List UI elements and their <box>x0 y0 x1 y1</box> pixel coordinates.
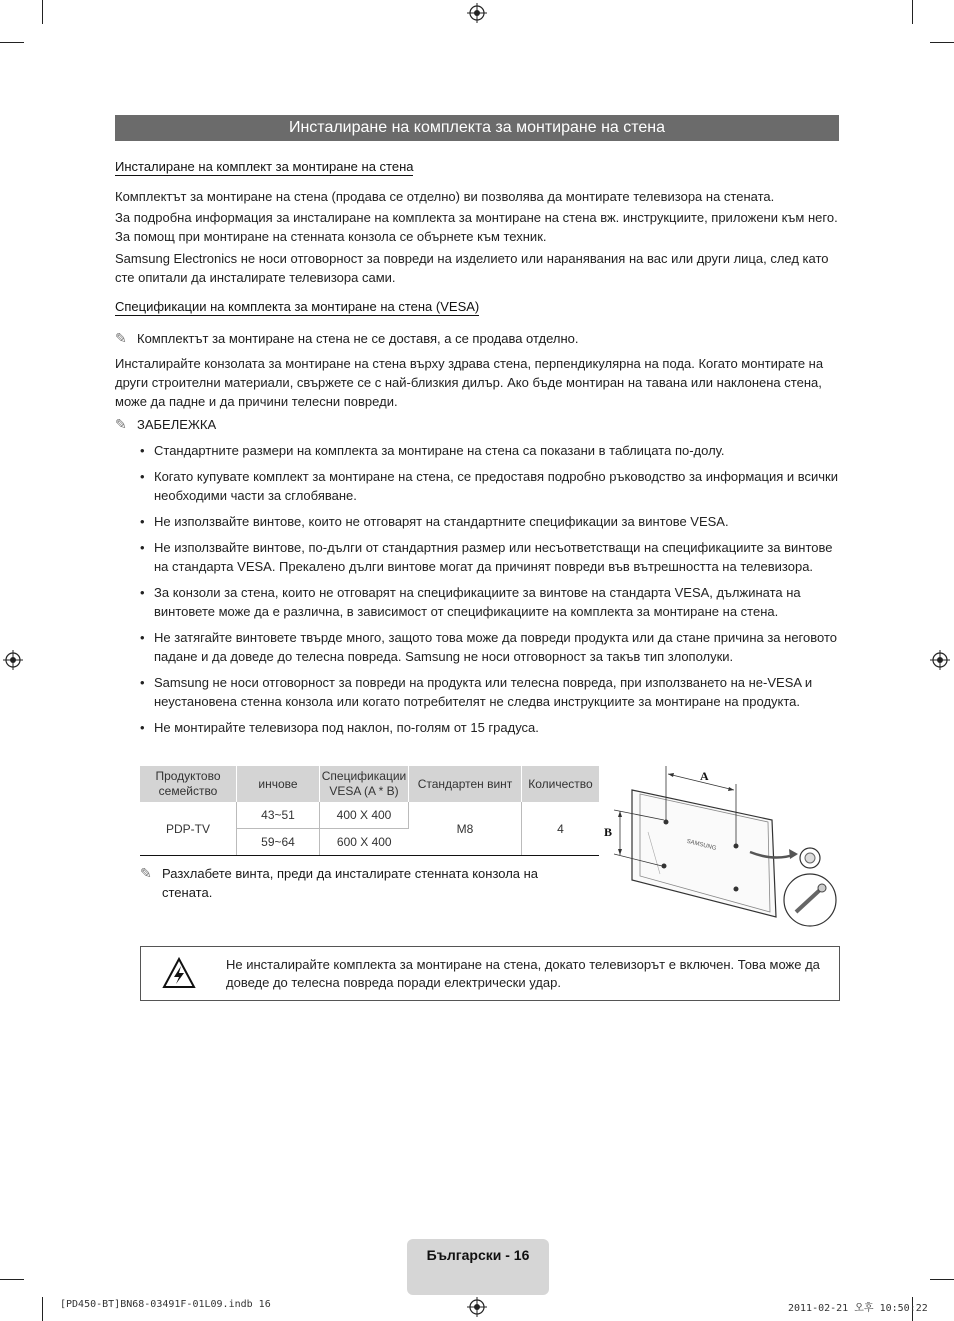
note-label: ЗАБЕЛЕЖКА <box>137 417 217 432</box>
print-slug-left: [PD450-BT]BN68-03491F-01L09.indb 16 <box>60 1299 271 1310</box>
list-item: • Не използвайте винтове, които не отговарят на стандартните спецификации за винтове VESA. <box>140 512 840 531</box>
vesa-spec-table <box>140 766 599 856</box>
cell-inches: 59~64 <box>237 829 320 856</box>
dimension-label-a: A <box>700 769 709 783</box>
paragraph: Инсталирайте конзолата за монтиране на стена върху здрава стена, перпендикулярна на пода. Когато монтирате на други строителни материали, свържете се с най-близкия дилър. Ако бъде монтиран на тавана или наклонена стена, може да падне и да причини телесни повреди. <box>115 356 824 409</box>
cell-vesa: 400 X 400 <box>320 802 409 829</box>
screw-hole-icon <box>664 820 669 825</box>
warning-text: Не инсталирайте комплекта за монтиране на стена, докато телевизорът е включен. Това може да доведе до телесна повреда поради електрически удар. <box>226 957 820 990</box>
list-item: • Samsung не носи отговорност за повреди на продукта или телесна повреда, при използването на не-VESA и неустановена стенна конзола или когато потребителят не следва инструкциите за монтиране на продукта. <box>140 673 840 711</box>
print-slug-right: 2011-02-21 오후 10:50:22 <box>788 1303 928 1314</box>
cell-vesa: 600 X 400 <box>320 829 409 856</box>
note-text: Комплектът за монтиране на стена не се доставя, а се продава отделно. <box>137 331 579 346</box>
crop-mark <box>42 0 43 24</box>
cell-inches: 43~51 <box>237 802 320 829</box>
crop-mark <box>930 1279 954 1280</box>
list-item: • Не използвайте винтове, по-дълги от стандартния размер или несъответстващи на спецификациите за винтове на стандарта VESA. Прекалено дълги винтове могат да причинят повреди във вътрешността на телевизора. <box>140 538 840 576</box>
subheading-vesa: Спецификации на комплекта за монтиране на стена (VESA) <box>115 299 480 314</box>
notes-list <box>140 441 840 737</box>
list-item: • Стандартните размери на комплекта за монтиране на стена са показани в таблицата по-долу. <box>140 441 840 460</box>
column-header: инчове <box>237 766 320 802</box>
screw-hole-icon <box>734 844 739 849</box>
screw-hole-icon <box>662 864 667 869</box>
tv-mount-diagram <box>600 762 840 930</box>
subheading-installation: Инсталиране на комплект за монтиране на стена <box>115 159 414 174</box>
page-number-tab: Български - 16 <box>407 1239 549 1295</box>
note-heading <box>115 415 839 434</box>
pencil-note-icon: ✎ <box>115 330 127 346</box>
cell-screw: M8 <box>409 802 522 856</box>
crop-mark <box>0 1279 24 1280</box>
crop-mark <box>42 1297 43 1321</box>
cell-quantity: 4 <box>522 802 600 856</box>
table-header-row <box>140 766 599 802</box>
paragraph: За подробна информация за инсталиране на комплекта за монтиране на стена вж. инструкциите, приложени към него. За помощ при монтиране на стенната конзола се обърнете към техник. <box>115 210 838 244</box>
screw-magnified-icon <box>784 874 836 926</box>
registration-mark-icon <box>3 650 23 670</box>
table-row <box>140 802 599 829</box>
crop-mark <box>930 42 954 43</box>
list-item: • Не монтирайте телевизора под наклон, по-голям от 15 градуса. <box>140 718 840 737</box>
column-header: Стандартен винт <box>409 766 522 802</box>
registration-mark-icon <box>467 1297 487 1317</box>
electric-shock-warning-icon <box>162 957 196 989</box>
paragraph: Комплектът за монтиране на стена (продава се отделно) ви позволява да монтирате телевизора на стената. <box>115 189 775 204</box>
crop-mark <box>912 0 913 24</box>
paragraph: Samsung Electronics не носи отговорност за повреди на изделието или наранявания на вас или други лица, след като сте опитали да инсталирате телевизора сами. <box>115 251 829 285</box>
pencil-note-icon: ✎ <box>140 865 152 881</box>
brand-label: SAMSUNG <box>685 838 717 852</box>
note <box>115 329 839 348</box>
screw-cap-icon <box>800 848 820 868</box>
column-header: Продуктово семейство <box>140 766 237 802</box>
list-item: • За конзоли за стена, които не отговарят на спецификациите за винтове на стандарта VESA, дължината на винтовете може да е различна, в зависимост от спецификациите на комплекта за монтиране на стена. <box>140 583 840 621</box>
warning-box <box>140 946 840 1001</box>
column-header: Количество <box>522 766 600 802</box>
section-title: Инсталиране на комплекта за монтиране на стена <box>115 115 839 141</box>
list-item: • Когато купувате комплект за монтиране на стена, се предоставя подробно ръководство за информация и всички необходими части за сглобяване. <box>140 467 840 505</box>
registration-mark-icon <box>467 3 487 23</box>
registration-mark-icon <box>930 650 950 670</box>
note-text: Разхлабете винта, преди да инсталирате стенната конзола на стената. <box>162 866 539 900</box>
note <box>140 864 570 902</box>
cell-family: PDP-TV <box>140 802 237 856</box>
list-item: • Не затягайте винтовете твърде много, защото това може да повреди продукта или да стане причина за неговото падане и да доведе до телесна повреда. Samsung не носи отговорност за такъв тип злополуки. <box>140 628 840 666</box>
pencil-note-icon: ✎ <box>115 416 127 432</box>
crop-mark <box>0 42 24 43</box>
column-header: Спецификации VESA (A * B) <box>320 766 409 802</box>
screw-hole-icon <box>734 887 739 892</box>
dimension-label-b: B <box>604 825 613 839</box>
